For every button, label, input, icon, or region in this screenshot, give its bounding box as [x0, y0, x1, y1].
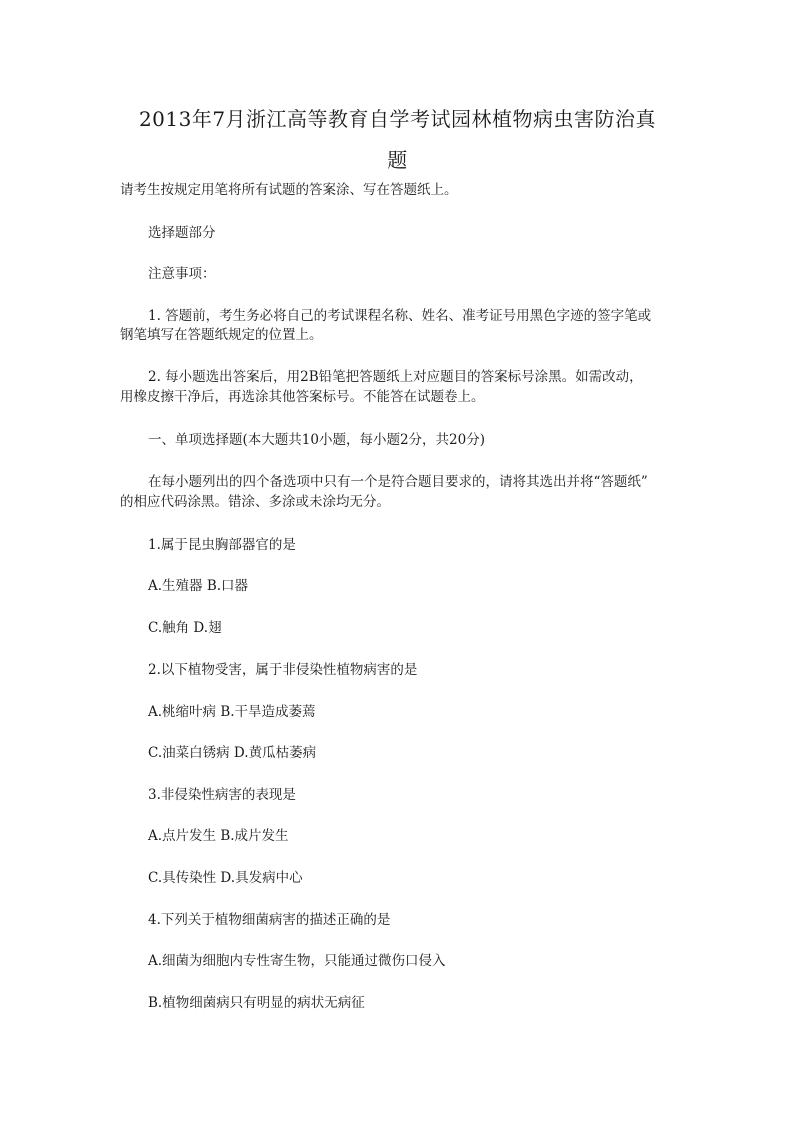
document-title-line-2: 题 [387, 148, 408, 172]
question-4-option-a: A.细菌为细胞内专性寄生物，只能通过微伤口侵入 [148, 953, 446, 969]
part-one-instruction-line-2: 的相应代码涂黑。错涂、多涂或未涂均无分。 [120, 494, 390, 510]
note-2-line-2: 用橡皮擦干净后，再选涂其他答案标号。不能答在试题卷上。 [120, 389, 485, 405]
question-3-options-cd: C.具传染性 D.具发病中心 [148, 870, 303, 886]
part-one-heading: 一、单项选择题(本大题共10小题，每小题2分，共20分) [148, 432, 485, 448]
question-1: 1.属于昆虫胸部器官的是 [148, 537, 296, 553]
question-1-options-cd: C.触角 D.翅 [148, 620, 222, 636]
question-4-option-b: B.植物细菌病只有明显的病状无病征 [148, 995, 365, 1011]
section-heading: 选择题部分 [148, 225, 216, 241]
question-2-options-cd: C.油菜白锈病 D.黄瓜枯萎病 [148, 745, 317, 761]
question-2: 2.以下植物受害，属于非侵染性植物病害的是 [148, 662, 418, 678]
question-3: 3.非侵染性病害的表现是 [148, 787, 296, 803]
question-1-options-ab: A.生殖器 B.口器 [148, 578, 249, 594]
note-2-line-1: 2. 每小题选出答案后，用2B铅笔把答题纸上对应题目的答案标号涂黑。如需改动， [148, 369, 643, 385]
note-1-line-1: 1. 答题前，考生务必将自己的考试课程名称、姓名、准考证号用黑色字迹的签字笔或 [148, 308, 652, 324]
notes-heading: 注意事项： [148, 266, 216, 282]
note-1-line-2: 钢笔填写在答题纸规定的位置上。 [120, 327, 323, 343]
instruction-line: 请考生按规定用笔将所有试题的答案涂、写在答题纸上。 [120, 182, 458, 198]
document-title-line-1: 2013年7月浙江高等教育自学考试园林植物病虫害防治真 [138, 107, 657, 131]
question-2-options-ab: A.桃缩叶病 B.干旱造成萎蔫 [148, 704, 316, 720]
question-4: 4.下列关于植物细菌病害的描述正确的是 [148, 912, 391, 928]
part-one-instruction-line-1: 在每小题列出的四个备选项中只有一个是符合题目要求的，请将其选出并将“答题纸” [148, 474, 648, 490]
question-3-options-ab: A.点片发生 B.成片发生 [148, 828, 289, 844]
